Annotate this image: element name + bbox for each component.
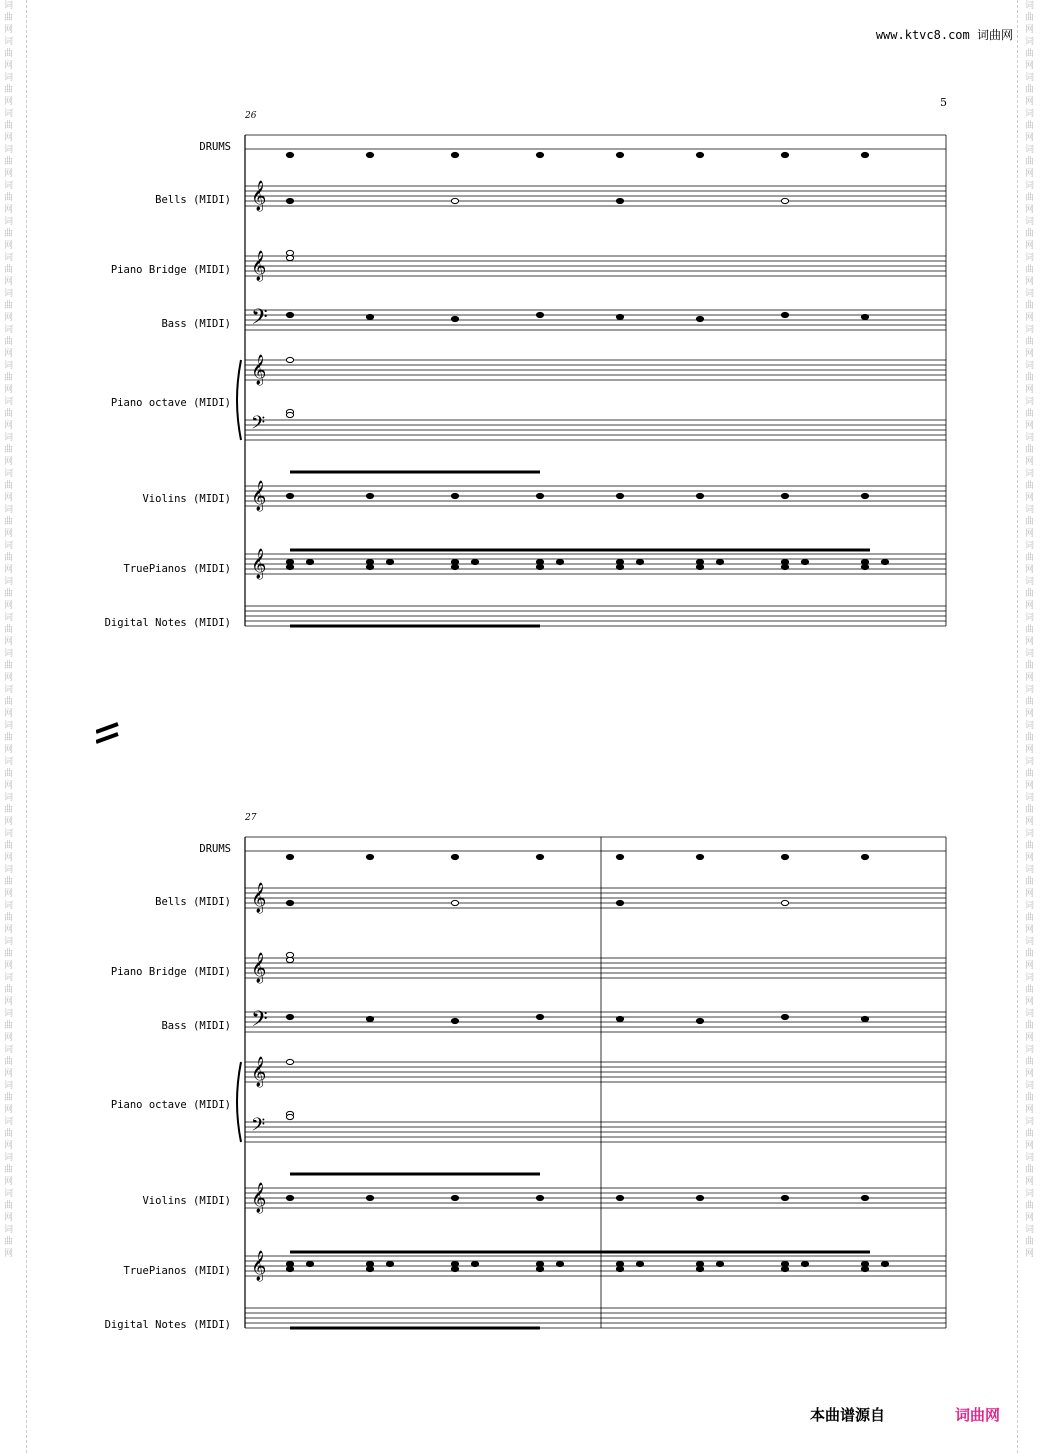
- notehead: [781, 1261, 788, 1266]
- notehead: [781, 1266, 788, 1271]
- notehead: [286, 357, 293, 362]
- notehead: [366, 854, 373, 859]
- instrument-label-drums: DRUMS: [199, 843, 231, 855]
- notehead: [451, 1018, 458, 1023]
- notehead: [696, 1261, 703, 1266]
- notehead: [286, 854, 293, 859]
- notehead: [861, 854, 868, 859]
- notehead: [536, 564, 543, 569]
- instrument-label-violins: Violins (MIDI): [142, 1195, 231, 1207]
- notehead: [781, 1014, 788, 1019]
- notehead: [616, 493, 623, 498]
- notehead: [451, 854, 458, 859]
- instrument-label-bells: Bells (MIDI): [155, 896, 231, 908]
- notehead: [286, 152, 293, 157]
- svg-text:𝄞: 𝄞: [251, 355, 267, 385]
- measure-number-27: 27: [245, 813, 257, 823]
- staff: [245, 186, 946, 206]
- notehead: [696, 564, 703, 569]
- notehead: [286, 250, 293, 255]
- svg-text:𝄞: 𝄞: [251, 251, 267, 281]
- svg-text:𝄢: 𝄢: [251, 1115, 266, 1140]
- notehead: [636, 1261, 643, 1266]
- notehead: [366, 493, 373, 498]
- notehead: [861, 1261, 868, 1266]
- staff: [245, 888, 946, 908]
- svg-text:𝄞: 𝄞: [251, 1183, 267, 1213]
- notehead: [616, 152, 623, 157]
- notehead: [781, 152, 788, 157]
- staff: [245, 310, 946, 330]
- notehead: [696, 1266, 703, 1271]
- instrument-label-bells: Bells (MIDI): [155, 194, 231, 206]
- notehead: [861, 559, 868, 564]
- notehead: [286, 1059, 293, 1064]
- notehead: [616, 314, 623, 319]
- site-url[interactable]: www.ktvc8.com: [875, 28, 970, 42]
- notehead: [286, 493, 293, 498]
- notehead: [286, 1261, 293, 1266]
- notehead: [636, 559, 643, 564]
- notehead: [286, 312, 293, 317]
- notehead: [451, 1195, 458, 1200]
- svg-text:𝄢: 𝄢: [251, 1007, 268, 1037]
- notehead: [616, 1016, 623, 1021]
- svg-text:𝄢: 𝄢: [251, 413, 266, 438]
- svg-text:𝄞: 𝄞: [251, 549, 267, 579]
- staff: [245, 554, 946, 574]
- notehead: [696, 854, 703, 859]
- notehead: [556, 1261, 563, 1266]
- notehead: [536, 854, 543, 859]
- staff: [245, 360, 946, 380]
- notehead: [781, 1195, 788, 1200]
- instrument-label-violins: Violins (MIDI): [142, 493, 231, 505]
- notehead: [286, 412, 293, 417]
- notehead: [781, 900, 788, 905]
- notehead: [366, 1261, 373, 1266]
- system-1-staves: [237, 135, 946, 626]
- staff: [245, 1122, 946, 1142]
- notehead: [366, 1266, 373, 1271]
- staff: [245, 1256, 946, 1276]
- notehead: [306, 1261, 313, 1266]
- notehead: [286, 952, 293, 957]
- notehead: [616, 198, 623, 203]
- notehead: [451, 559, 458, 564]
- footer-source-label: 本曲谱源自: [810, 1406, 886, 1424]
- notehead: [536, 493, 543, 498]
- site-name[interactable]: 词曲网: [976, 28, 1013, 42]
- notehead: [286, 900, 293, 905]
- notehead: [386, 1261, 393, 1266]
- notehead: [286, 1114, 293, 1119]
- staff: [245, 1188, 946, 1208]
- notehead: [781, 559, 788, 564]
- notehead: [451, 493, 458, 498]
- svg-text:𝄢: 𝄢: [251, 305, 268, 335]
- notehead: [861, 1016, 868, 1021]
- notehead: [781, 854, 788, 859]
- notehead: [801, 559, 808, 564]
- staff: [245, 1308, 946, 1328]
- notehead: [781, 198, 788, 203]
- staff: [245, 1012, 946, 1032]
- notehead: [451, 900, 458, 905]
- notehead: [386, 559, 393, 564]
- notehead: [696, 1195, 703, 1200]
- svg-text:𝄞: 𝄞: [251, 1057, 267, 1087]
- notehead: [801, 1261, 808, 1266]
- notehead: [286, 1195, 293, 1200]
- instrument-label-piano-bridge: Piano Bridge (MIDI): [110, 966, 231, 978]
- notehead: [616, 559, 623, 564]
- svg-text:𝄞: 𝄞: [251, 181, 267, 211]
- footer-source-site[interactable]: 词曲网: [955, 1406, 1001, 1424]
- notehead: [471, 559, 478, 564]
- notehead: [286, 957, 293, 962]
- notehead: [696, 1018, 703, 1023]
- svg-text:𝄞: 𝄞: [251, 1251, 267, 1281]
- notehead: [286, 1014, 293, 1019]
- notehead: [286, 559, 293, 564]
- notehead: [616, 900, 623, 905]
- notehead: [451, 564, 458, 569]
- notehead: [536, 152, 543, 157]
- left-watermark-strip: 词曲网词曲网词曲网词曲网词曲网词曲网词曲网词曲网词曲网词曲网词曲网词曲网词曲网词曲网词曲网词曲网词曲网词曲网词曲网词曲网词曲网词曲网词曲网词曲网词曲网词曲网词曲网词曲网词曲网词曲网词曲网词曲网词曲网词曲网词曲网: [4, 0, 18, 1453]
- staff: [245, 256, 946, 276]
- notehead: [556, 559, 563, 564]
- svg-text:𝄞: 𝄞: [251, 481, 267, 511]
- staff: [245, 486, 946, 506]
- notehead: [306, 559, 313, 564]
- instrument-label-truepianos: TruePianos (MIDI): [123, 563, 231, 575]
- staff: [245, 958, 946, 978]
- notehead: [451, 1261, 458, 1266]
- notehead: [616, 1266, 623, 1271]
- notehead: [451, 198, 458, 203]
- notehead: [861, 1266, 868, 1271]
- right-watermark-strip: 词曲网词曲网词曲网词曲网词曲网词曲网词曲网词曲网词曲网词曲网词曲网词曲网词曲网词曲网词曲网词曲网词曲网词曲网词曲网词曲网词曲网词曲网词曲网词曲网词曲网词曲网词曲网词曲网词曲网词曲网词曲网词曲网词曲网词曲网词曲网: [1025, 0, 1039, 1453]
- notehead: [536, 559, 543, 564]
- page-number: 5: [940, 96, 947, 109]
- notehead: [696, 559, 703, 564]
- notehead: [451, 1266, 458, 1271]
- notehead: [451, 316, 458, 321]
- instrument-label-bass: Bass (MIDI): [161, 1020, 231, 1032]
- instrument-label-digital-notes: Digital Notes (MIDI): [104, 617, 231, 629]
- notehead: [881, 1261, 888, 1266]
- notehead: [536, 1014, 543, 1019]
- notehead: [861, 564, 868, 569]
- notehead: [366, 314, 373, 319]
- notehead: [861, 493, 868, 498]
- notehead: [536, 1266, 543, 1271]
- notehead: [616, 1195, 623, 1200]
- staff: [245, 420, 946, 440]
- notehead: [286, 255, 293, 260]
- notehead: [696, 152, 703, 157]
- notehead: [536, 1261, 543, 1266]
- svg-text:𝄞: 𝄞: [251, 883, 267, 913]
- notehead: [536, 1195, 543, 1200]
- notehead: [781, 493, 788, 498]
- notehead: [366, 564, 373, 569]
- notehead: [286, 198, 293, 203]
- staff: [245, 1062, 946, 1082]
- notehead: [471, 1261, 478, 1266]
- notehead: [716, 1261, 723, 1266]
- instrument-label-piano-octave: Piano octave (MIDI): [110, 397, 231, 409]
- notehead: [286, 1266, 293, 1271]
- notehead: [781, 564, 788, 569]
- instrument-label-piano-octave: Piano octave (MIDI): [110, 1099, 231, 1111]
- instrument-label-drums: DRUMS: [199, 141, 231, 153]
- notehead: [696, 493, 703, 498]
- notehead: [366, 559, 373, 564]
- notehead: [861, 314, 868, 319]
- notehead: [861, 1195, 868, 1200]
- notehead: [696, 316, 703, 321]
- notehead: [616, 1261, 623, 1266]
- instrument-label-bass: Bass (MIDI): [161, 318, 231, 330]
- staff: [245, 606, 946, 626]
- measure-number-26: 26: [245, 111, 257, 121]
- system-2-staves: [237, 837, 946, 1328]
- notehead: [616, 854, 623, 859]
- notehead: [861, 152, 868, 157]
- instrument-label-piano-bridge: Piano Bridge (MIDI): [110, 264, 231, 276]
- notehead: [536, 312, 543, 317]
- notehead: [716, 559, 723, 564]
- notehead: [451, 152, 458, 157]
- svg-text:𝄞: 𝄞: [251, 953, 267, 983]
- notehead: [781, 312, 788, 317]
- instrument-label-digital-notes: Digital Notes (MIDI): [104, 1319, 231, 1331]
- notehead: [616, 564, 623, 569]
- notehead: [366, 1195, 373, 1200]
- instrument-label-truepianos: TruePianos (MIDI): [123, 1265, 231, 1277]
- notehead: [881, 559, 888, 564]
- notehead: [366, 152, 373, 157]
- notehead: [286, 564, 293, 569]
- notehead: [366, 1016, 373, 1021]
